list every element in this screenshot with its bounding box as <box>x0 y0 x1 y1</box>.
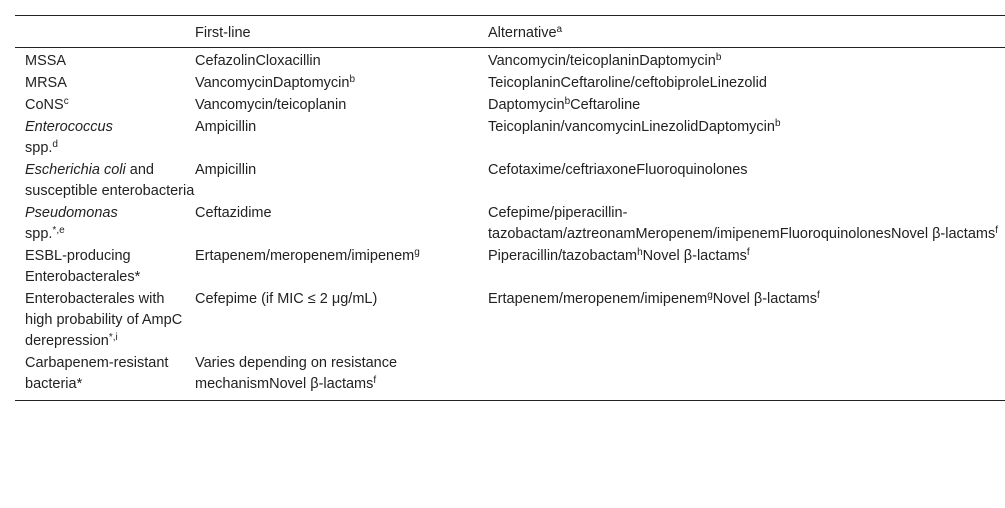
organism-label: CoNS <box>25 97 64 113</box>
organism-label: ESBL-producing Enterobacterales* <box>25 248 141 285</box>
antibiotic-treatment-table <box>15 15 1005 401</box>
alternative-cell <box>488 202 1005 245</box>
first-line-text: Cefepime (if MIC ≤ 2 μg/mL) <box>195 291 378 307</box>
header-organism <box>15 16 195 48</box>
alternative-cell <box>488 94 1005 116</box>
first-line-text: Varies depending on resistance mechanismNovel β-lactams <box>195 355 398 392</box>
alternative-text: Ertapenem/meropenem/imipenem <box>488 291 708 307</box>
alternative-text: Piperacillin/tazobactam <box>488 248 638 264</box>
table-row <box>15 159 1005 202</box>
organism-label: spp. <box>25 226 53 242</box>
organism-cell <box>15 48 195 73</box>
treatment-table-container <box>15 15 1005 401</box>
footnote-marker: h <box>637 247 643 258</box>
table-row <box>15 352 1005 401</box>
first-line-text: Ampicillin <box>195 119 257 135</box>
footnote-marker: b <box>774 118 781 129</box>
organism-label: Enterobacterales with high probability of AmpC derepression <box>25 291 183 349</box>
footnote-marker: f <box>817 290 820 301</box>
first-line-text: CefazolinCloxacillin <box>195 53 321 69</box>
footnote-marker: b <box>349 74 356 85</box>
footnote-marker: d <box>52 139 58 150</box>
organism-label: MRSA <box>25 75 67 91</box>
alternative-cell <box>488 245 1005 288</box>
organism-cell <box>15 94 195 116</box>
alternative-text: Vancomycin/teicoplaninDaptomycin <box>488 53 716 69</box>
organism-cell <box>15 159 195 202</box>
alternative-text: Cefepime/piperacillin-tazobactam/aztreonamMeropenem/imipenemFluoroquinolonesNovel β-lactams <box>488 205 996 242</box>
header-first-line: First-line <box>195 16 488 48</box>
footnote-marker: g <box>707 290 713 301</box>
organism-cell <box>15 116 195 159</box>
organism-cell <box>15 352 195 401</box>
alternative-cell <box>488 352 1005 401</box>
footnote-marker: b <box>715 52 722 63</box>
footnote-marker: a <box>556 24 563 35</box>
footnote-marker: f <box>746 247 750 258</box>
first-line-cell <box>195 288 488 352</box>
alternative-text: Daptomycin <box>488 97 565 113</box>
table-header-row <box>15 16 1005 48</box>
footnote-marker: f <box>995 225 998 236</box>
alternative-cell <box>488 288 1005 352</box>
table-row <box>15 288 1005 352</box>
header-alternative <box>488 16 1005 48</box>
organism-cell <box>15 202 195 245</box>
first-line-text: Ampicillin <box>195 162 257 178</box>
alternative-cell <box>488 72 1005 94</box>
alternative-text: Cefotaxime/ceftriaxoneFluoroquinolones <box>488 162 748 178</box>
organism-cell <box>15 245 195 288</box>
first-line-cell <box>195 245 488 288</box>
organism-cell <box>15 72 195 94</box>
first-line-cell <box>195 72 488 94</box>
first-line-cell <box>195 116 488 159</box>
table-row <box>15 48 1005 73</box>
table-row <box>15 202 1005 245</box>
header-alternative-label: Alternative <box>488 25 557 41</box>
organism-label: spp. <box>25 140 53 156</box>
alternative-text: Novel β-lactams <box>712 291 818 307</box>
alternative-cell <box>488 116 1005 159</box>
first-line-cell <box>195 159 488 202</box>
footnote-marker: f <box>373 375 377 386</box>
alternative-text: TeicoplaninCeftaroline/ceftobiproleLinezolid <box>488 75 767 91</box>
footnote-marker: b <box>564 96 571 107</box>
table-row <box>15 116 1005 159</box>
first-line-text: VancomycinDaptomycin <box>195 75 350 91</box>
first-line-cell <box>195 48 488 73</box>
organism-label: Carbapenem-resistant bacteria* <box>25 355 169 392</box>
table-row <box>15 72 1005 94</box>
table-row <box>15 94 1005 116</box>
footnote-marker: c <box>63 96 69 107</box>
footnote-marker: *,i <box>108 332 118 343</box>
organism-label: and susceptible enterobacteria <box>25 162 195 199</box>
organism-italic-label: Enterococcus <box>25 119 113 135</box>
alternative-cell <box>488 48 1005 73</box>
alternative-text: Teicoplanin/vancomycinLinezolidDaptomycin <box>488 119 775 135</box>
first-line-text: Vancomycin/teicoplanin <box>195 97 347 113</box>
footnote-marker: g <box>414 247 420 258</box>
alternative-text: Ceftaroline <box>570 97 641 113</box>
organism-italic-label: Escherichia coli <box>25 162 126 178</box>
organism-italic-label: Pseudomonas <box>25 205 118 221</box>
first-line-text: Ceftazidime <box>195 205 272 221</box>
organism-cell <box>15 288 195 352</box>
table-row <box>15 245 1005 288</box>
organism-label: MSSA <box>25 53 67 69</box>
first-line-cell <box>195 202 488 245</box>
first-line-cell <box>195 94 488 116</box>
alternative-text: Novel β-lactams <box>642 248 747 264</box>
first-line-cell <box>195 352 488 401</box>
footnote-marker: *,e <box>52 225 65 236</box>
first-line-text: Ertapenem/meropenem/imipenem <box>195 248 415 264</box>
alternative-cell <box>488 159 1005 202</box>
